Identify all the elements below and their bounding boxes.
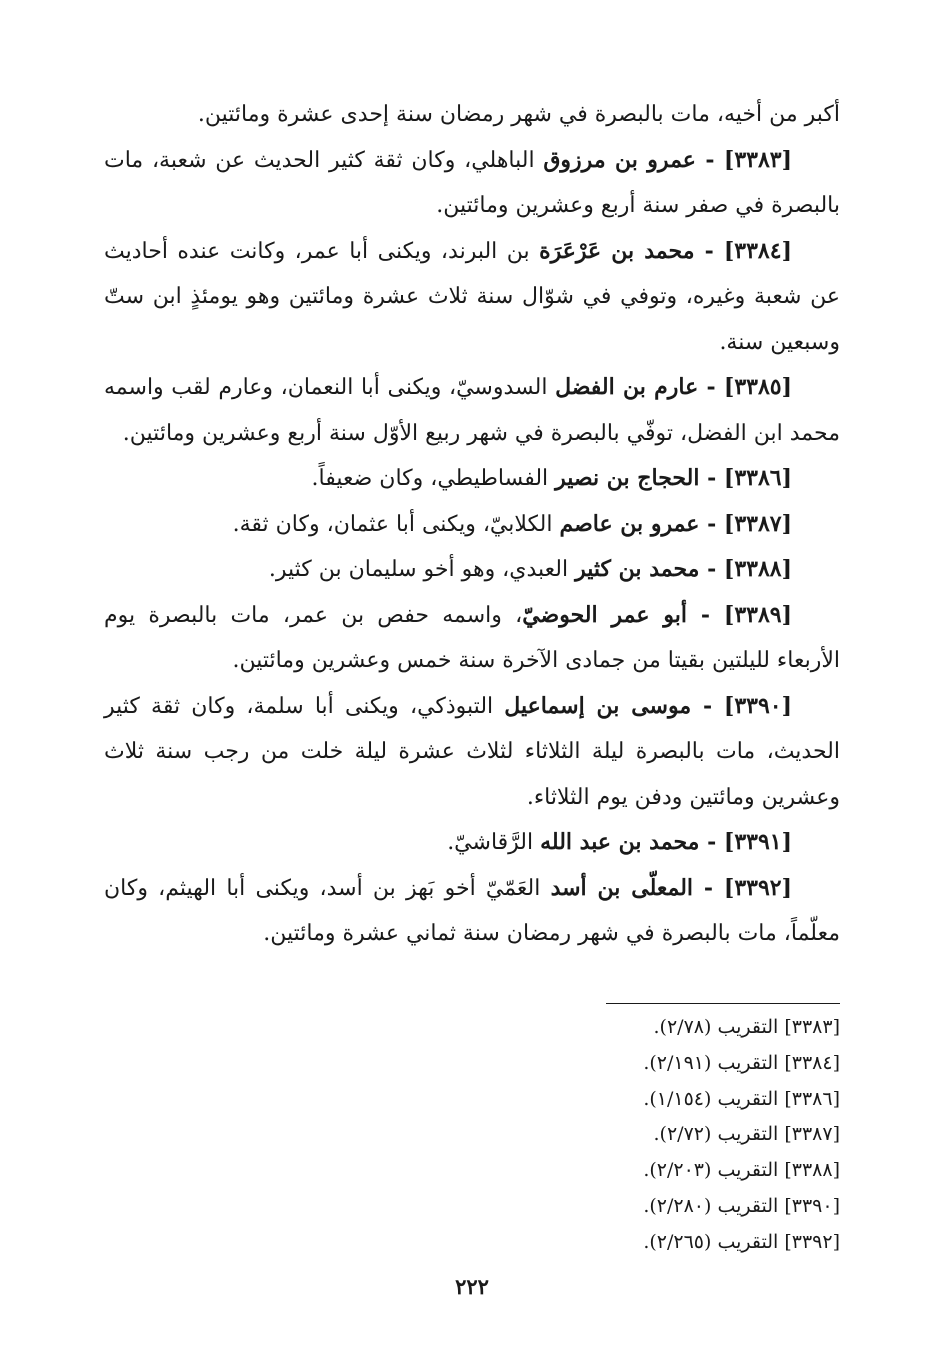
paragraph-3386 [104, 456, 840, 502]
entry-name: - عمرو بن مرزوق [543, 146, 724, 173]
entry-number: [٣٣٨٦] [723, 465, 792, 491]
paragraph-3383 [104, 138, 840, 229]
footnote-item: [٣٣٩٢] التقريب (٢/٢٦٥). [643, 1230, 840, 1253]
paragraph-3389 [104, 593, 840, 684]
entry-number: [٣٣٩١] [723, 829, 792, 855]
page-number: ٢٢٢ [455, 1274, 489, 1299]
entry-number: [٣٣٨٥] [723, 374, 792, 400]
entry-name: - عارم بن الفضل [555, 374, 724, 400]
entry-text: الفساطيطي، وكان ضعيفاً. [311, 466, 556, 491]
footnote-item: [٣٣٩٠] التقريب (٢/٢٨٠). [643, 1194, 840, 1217]
paragraph [104, 92, 840, 138]
entry-name: - الحجاج بن نصير [555, 465, 724, 491]
entry-text: الباهلي، وكان ثقة كثير الحديث عن شعبة، مات بالبصرة في صفر سنة أربع وعشرين ومائتين. [104, 147, 840, 218]
footnote-item: [٣٣٨٦] التقريب (١/١٥٤). [643, 1087, 840, 1110]
main-text [104, 92, 840, 957]
footnote-item: [٣٣٨٣] التقريب (٢/٧٨). [653, 1016, 840, 1038]
entry-text: الكلابيّ، ويكنى أبا عثمان، وكان ثقة. [232, 511, 560, 537]
entry-name: - محمد بن كثير [575, 556, 724, 582]
entry-name: - موسى بن إسماعيل [504, 692, 724, 719]
paragraph-3385 [104, 365, 840, 456]
entry-text: التبوذكي، ويكنى أبا سلمة، وكان ثقة كثير الحديث، مات بالبصرة ليلة الثلاثاء لثلاث عشرة ليلة خلت من رجب سنة ثلاث وعشرين ومائتين ودفن يوم الثلاثاء. [104, 693, 840, 810]
paragraph-3391 [104, 820, 840, 866]
entry-name: - المعلّى بن أسد [550, 874, 724, 901]
entry-name: - أبو عمر الحوضيّ [522, 601, 724, 628]
paragraph-3388 [104, 547, 840, 593]
entry-number: [٣٣٨٨] [723, 556, 792, 582]
entry-name: - محمد بن عَرْعَرَة [539, 237, 724, 264]
entry-text: أكبر من أخيه، مات بالبصرة في شهر رمضان سنة إحدى عشرة ومائتين. [197, 102, 840, 127]
paragraph-3387 [104, 502, 840, 548]
entry-text: السدوسيّ، ويكنى أبا النعمان، وعارم لقب واسمه محمد ابن الفضل، توفّي بالبصرة في شهر ربيع الأوّل سنة أربع وعشرين ومائتين. [104, 375, 840, 446]
entry-name: - عمرو بن عاصم [559, 510, 724, 537]
entry-text: الرَّقاشيّ. [447, 830, 541, 855]
entry-text: العَمّيّ أخو بَهز بن أسد، ويكنى أبا الهيثم، وكان معلّماً، مات بالبصرة في شهر رمضان سنة ثماني عشرة ومائتين. [104, 875, 840, 946]
entry-number: [٣٣٨٣] [723, 146, 792, 173]
footnotes-list [440, 1010, 840, 1261]
footnote-item: [٣٣٨٧] التقريب (٢/٧٢). [653, 1123, 840, 1146]
footnote-item: [٣٣٨٨] التقريب (٢/٢٠٣). [643, 1159, 840, 1182]
entry-number: [٣٣٩٠] [723, 692, 793, 719]
paragraph-3384 [104, 229, 840, 366]
entry-text: ، واسمه حفص بن عمر، مات بالبصرة يوم الأربعاء لليلتين بقيتا من جمادى الآخرة سنة خمس وعشرين ومائتين. [104, 602, 840, 673]
entry-number: [٣٣٨٩] [723, 601, 792, 628]
entry-number: [٣٣٨٤] [723, 237, 792, 264]
paragraph-3392 [104, 866, 840, 957]
entry-name: - محمد بن عبد الله [540, 829, 724, 855]
footnote-divider [606, 1003, 840, 1004]
footnote-item: [٣٣٨٤] التقريب (٢/١٩١). [643, 1051, 840, 1074]
entry-text: العبدي، وهو أخو سليمان بن كثير. [268, 557, 576, 582]
entry-text: بن البرند، ويكنى أبا عمر، وكانت عنده أحاديث عن شعبة وغيره، وتوفي في شوّال سنة ثلاث عشرة ومائتين وهو يومئذٍ ابن ستّ وسبعين سنة. [104, 238, 840, 355]
entry-number: [٣٣٩٢] [723, 874, 792, 901]
entry-number: [٣٣٨٧] [723, 510, 792, 537]
paragraph-3390 [104, 684, 840, 821]
